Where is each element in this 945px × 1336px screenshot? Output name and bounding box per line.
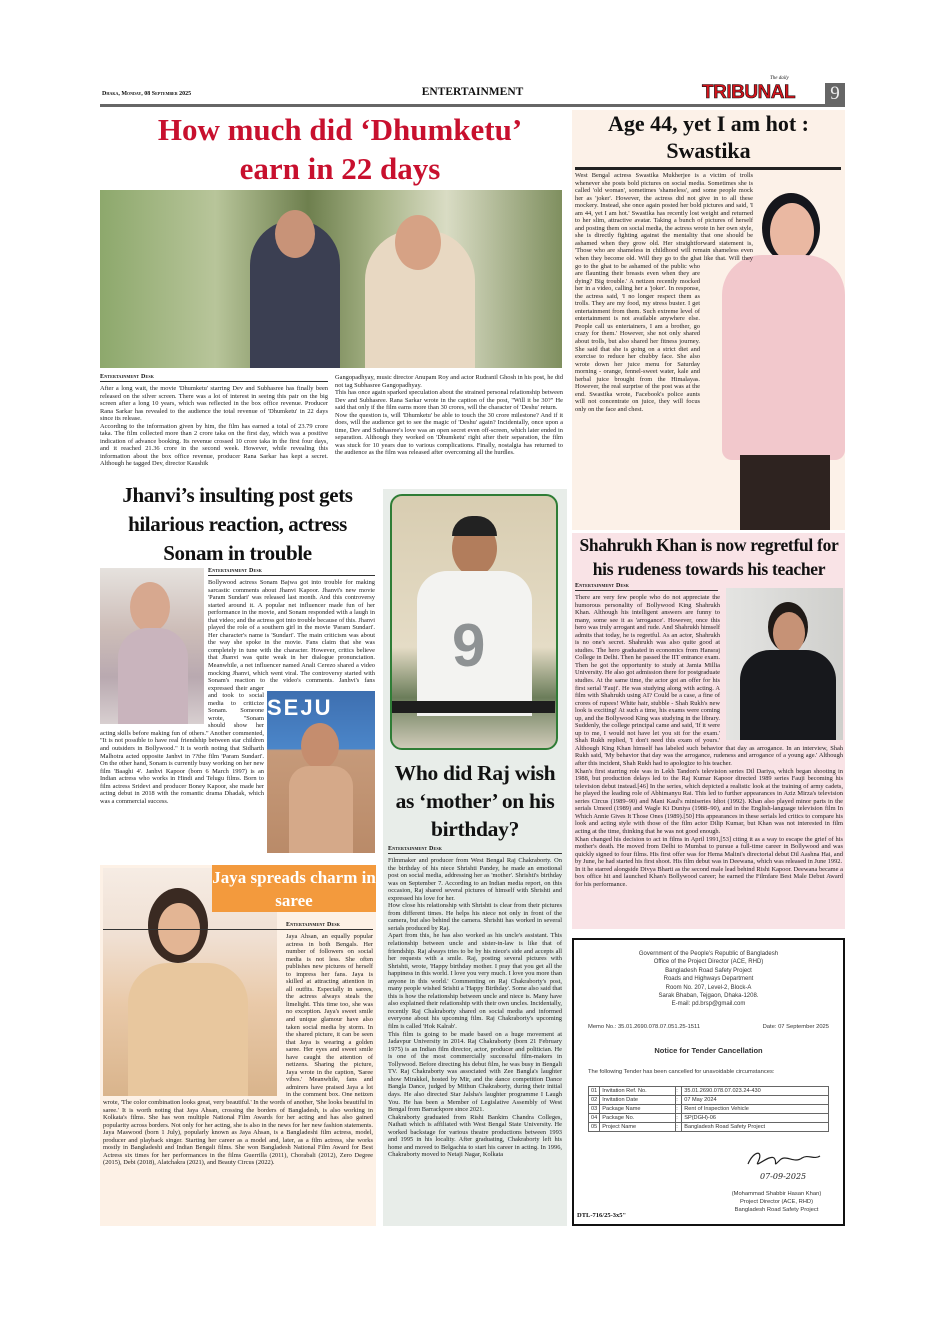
headline-dhumketu: How much did ‘Dhumketu’ earn in 22 days [157, 112, 523, 186]
header-rule [100, 104, 845, 107]
table-row: 03 Package Name : Rent of Inspection Vehicle [589, 1105, 829, 1114]
notice-title: Notice for Tender Cancellation [654, 1046, 763, 1055]
sonam-photo: SEJU [267, 691, 375, 853]
table-row: 02 Invitation Date : 07 May 2024 [589, 1096, 829, 1105]
logo-text: TRIBUNAL [702, 82, 796, 103]
headline-raj: Who did Raj wish as ‘mother’ on his birthday? [394, 761, 556, 841]
swastika-article [572, 110, 845, 530]
office-address: Government of the People's Republic of Bangladesh Office of the Project Director (ACE, RHD) Bangladesh Road Safety Project Roads and Highways Department Room No. 207, Level-2, Block-A Sarak Bhaban, Tejgaon, Dhaka-1208. E-mail: pd.brsp@gmail.com [638, 951, 779, 1008]
signature-date: 07-09-2025 [760, 1172, 807, 1181]
section-title: ENTERTAINMENT [421, 86, 524, 98]
tender-notice-ad [572, 938, 845, 1226]
table-row: 04 Package No. : SP(DGH)-06 [589, 1114, 829, 1123]
tender-details-table [588, 1086, 829, 1132]
signatory-block: (Mohammad Shabbir Hasan Khan) Project Director (ACE, RHD) Bangladesh Road Safety Project [731, 1191, 822, 1213]
article-body: There are very few people who do not appreciate the humorous personality of Bollywood King Shahrukh Khan. Although his intelligent answers are funny to many, some see it as 'arrogance'. However, once this hero was truly arrogant and rude. And Shahrukh himself admits that today, he is regretful. As an actor, Shahrukh is no one's secret. Shahrukh was also quite good at studies. The hero graduated in economics from Hansraj College in Delhi. Then he passed the IIT entrance exam. Then he got the opportunity to study at Jamia Millia University. He also got admission there for postgraduate studies. At the same time, the actor got an offer for his first serial 'Fauji'. He was studying along with acting. A film with Shahrukh using AI? Could be a case, a fine of crores of rupees! White hair, stubble - Shah Rukh's new look is exciting! At such a time, his exams were coming up, and the Bollywood King was studying in the library. Suddenly, the college principal came and said, 'If it were up to me, I would not have let you sit for the exam.' Shah Rukh replied, 'I don't need this exam of yours.' Although King Khan himself has labeled such behavior that day as arrogance. In an interview, Shah Rukh said, 'My behavior that day was the arrogance, rudeness and arrogance of a young age.' Although after this incident, Shah Rukh had to apologize to his teacher. Khan's first starring role was in Lekh Tandon's television series Dil Dariya, which began shooting in 1988, but production delays led to the Raj Kumar Kapoor directed 1989 series Fauji becoming his television debut instead.[46] In the series, which depicted a realistic look at the training of army cadets, he played the leading role of Abhimanyu Rai. This led to further appearances in Aziz Mirza's television series Circus (1989–90) and Mani Kaul's miniseries Idiot (1992). Khan also played minor parts in the serials Umeed (1989) and Wagle Ki Duniya (1988–90), and in the English-language television film In Which Annie Gives It Those Ones (1989).[50] His appearances in these serials led critics to compare his look and acting style with those of the film actor Dilip Kumar, but Khan was not interested in film acting at the time, thinking that he was not good enough. Khan changed his decision to act in films in April 1991,[53] citing it as a way to escape the grief of his mother's death. He moved from Delhi to Mumbai to pursue a full-time career in Bollywood and was quickly signed to four films. His first offer was for Hema Malini's directorial debut Dil Aashna Hai, and by June, he had started his first shoot. His film debut was in Deewana, which was released in June 1992. In it he starred alongside Divya Bharti as the second male lead behind Rishi Kapoor. Deewana became a box office hit and launched Khan's Bollywood career; he earned the Filmfare Best Male Debut Award for his performance. [575, 594, 843, 888]
desk-label: Entertainment Desk [388, 846, 562, 854]
article-body: After a long wait, the movie 'Dhumketu' starring Dev and Subhasree has finally been released on the silver screen. There was a lot of interest in seeing this pair on the big screen after a long 10 years, which was reflected in the box office revenue. Producer Rana Sarkar has revealed to the audience the total revenue of 'Dhumketu' in 22 days since its release. According to the information given by him, the film has earned a total of 23.79 crore taka. The film collected more than 2 crore taka on the first day, which was a positive indication of advance booking. Its revenue crossed 10 crore taka in the first four days, and it reached 21.36 crore in the second week. However, while revealing this information about the box office revenue, producer Rana Sarkar has kept a secret. Although he tagged Dev, director Kaushik [100, 385, 328, 468]
headline-jaya: Jaya spreads charm in saree [212, 865, 376, 912]
article-body: Gangopadhyay, music director Anupam Roy and actor Rudranil Ghosh in his post, he did not tag Subhasree Gangopadhyay. This has once again sparked speculation about the strained personal relationship between Dev and Subhasree. Rana Sarkar wrote in the caption of the post, "Will it be 30?" He said that only if the film earns more than 30 crores, will the character of 'Deshu' return. Now the question is, will 'Dhumketu' be able to touch the 30 crore milestone? And if it does, will the audience get to see the magic of 'Deshu' again? Incidentally, once upon a time, Dev and Subhasree's love was an open secret even off-screen, which later ended in separation. Although they worked on 'Dhumketu' right after their separation, the film was stuck for 10 years due to various complications. Finally, nostalgia has returned to the audience as the film was released after overcoming all the hurdles. [335, 374, 564, 457]
memo-number: Memo No.: 35.01.2690.078.07.051.25-1511 [588, 1024, 701, 1030]
article-body: Filmmaker and producer from West Bengal Raj Chakraborty. On the birthday of his niece Shrishti Pandey, he made an emotional post on social media, addressing her as 'mother'. Shrishti's birthday was on September 7. According to an Indian media report, on this occasion, Raj shared several pictures of himself with Shrishti and expressed his love for her. How close his relationship with Shrishti is clear from their pictures from different times. He helps his niece not only in front of the camera, but also behind the camera. Shrishti has worked in several serials produced by Raj. Apart from this, he has also worked as his uncle's assistant. This relationship between uncle and sister-in-law is like that of friendship. Raj always tries to be by his niece's side and accepts all her requests with a smile. Raj, posting several pictures with Shrishti, wrote, 'Happy birthday mother. I pray that you get all the happiness in this world. I love you very much. I love you more than anyone in this world.' Commenting on Raj Chakraborty's post, many people wished Srishti a 'Happy Birthday'. Some also said that this is how the relationship between uncle and niece is. Many have also explained their relationship with their own uncles. Incidentally, recently Raj Chakraborty shared on social media and informed everyone about his upcoming film. Raj Chakraborty's upcoming film is called 'Hok Kalrab'. This film is going to be made based on a huge movement at Jadavpur University in 2014. Raj Chakraborty (born 21 February 1975) is an Indian film director, actor, producer and politician. He is one of the most commercially successful film-makers in Tollywood. Before directing his debut film, he was busy in Bengali TV. Raj Chakraborty was associated with Zee Bangla's laughter show Mirakkel, hosted by Mir, and the dance competition Dance Bangla Dance, judged by Mithun Chakraborty, during their initial days. He also directed Star Jalsha's laughter programme I Laugh You. He has been a Member of Legislative Assembly of West Bengal from Barrackpore since 2021. Chakraborty graduated from Rishi Bankim Chandra Colleges, Naihati which is affiliated with West Bengal State University. He worked backstage for various theatre productions between 1993 and 1995 in his locality. After graduating, Chakraborty left his home and moved to Belgachia to start his career in acting. In 1996, Chakraborty moved to Netaji Nagar, Kolkata [388, 857, 562, 1159]
headline-swastika: Age 44, yet I am hot : Swastika [607, 111, 810, 163]
shahrukh-article [572, 533, 845, 929]
memo-date: Date: 07 September 2025 [762, 1024, 829, 1030]
raj-article [383, 489, 567, 1226]
desk-label: Entertainment Desk [575, 583, 718, 591]
signature-icon [744, 1148, 824, 1170]
shahrukh-photo [726, 588, 843, 740]
desk-label: Entertainment Desk [208, 568, 375, 576]
jhanvi-photo [100, 568, 204, 724]
logo-small-text: The daily [770, 76, 789, 81]
headline-shahrukh: Shahrukh Khan is now regretful for his rudeness towards his teacher [579, 535, 839, 579]
article-body: Jaya Ahsan, an equally popular actress in both Bengals. Her number of followers on social media is not less. She often publishes new pictures of herself to impress her fans. Jaya is skilled at attracting attention in all outfits. Especially in sarees, the actress always steals the limelight. This time too, she was no exception. Jaya's sweet smile and unique glamour have also taken social media by storm. In the shared picture, it can be seen that Jaya is wearing a golden saree. Her eyes and sweet smile have caught the attention of netizens. Sharing the picture, Jaya wrote in the caption, 'Saree vibes.' Meanwhile, fans and admirers have praised Jaya a lot in the comment box. One netizen wrote, 'The color combination looks great, very beautiful.' In the words of another, 'She looks beautiful in saree.' It is worth noting that Jaya Ahsan, crossing the borders of Bangladesh, is also working in Kolkata's films. She has won multiple National Film Awards for her acting and has also gained popularity across borders. Not only for her acting, she is also in the news for her new fashion statements. Jaya Maswood (born 1 July), popularly known as Jaya Ahsan, is a Bangladeshi film actress, model, producer and playback singer. Starting her career as a model and, later, as a film actress, she works mostly in Bangladeshi and Indian Bengali films. She won Bangladesh National Film Award for Best Actress six times for her performances in the films Guerrilla (2011), Chorabali (2012), Zero Degree (2015), Debi (2018), Alatchakra (2021), and Beauty Circus (2022). [103, 933, 373, 1167]
dhumketu-photo [100, 190, 562, 368]
notice-intro: The following Tender has been cancelled for unavoidable circumstances: [588, 1069, 775, 1075]
ad-code: DTL-716/25-3x5" [577, 1212, 627, 1219]
table-row: 05 Project Name : Bangladesh Road Safety Project [589, 1123, 829, 1132]
masthead-logo [700, 76, 824, 104]
raj-photo: 9 [390, 494, 558, 750]
headline-jhanvi: Jhanvi’s insulting post gets hilarious reaction, actress Sonam in trouble [122, 483, 353, 565]
page-number: 9 [825, 83, 845, 104]
article-body: West Bengal actress Swastika Mukherjee is a victim of trolls whenever she posts bold pictures on social media. Sometimes she is called 'old woman', sometimes 'shameless', and some people mock her as 'joker'. However, the actress did not give in to all these mockery. Instead, she once again posted her bold pictures and said, 'I am 44, yet I am hot.' Swastika has recently lost weight and returned to her slim, attractive avatar. Taking a bunch of pictures of herself and posting them on social media, the actress wrote in her own style, she is directly fighting against the mentality that one should be ashamed when they grow old. Her straightforward statement is, 'Those who are shameless in childhood will remain shameless even when they become old. Will they go to the ghat like that. Will they go to the ghat to be ashamed of the public who are flaunting their breasts even when they are dying? Big trouble.' A netizen recently mocked her in a video, calling her a 'joker'. In response, the actress said, 'I no longer respect them as trolls. They are my food, my stress buster. I get entertainment from them. Such extreme level of entertainment is not available anywhere else. People call us entertainers, I am a brother, go crazy for them.' However, she not only shared about trolls, but also shared her fitness journey. She said that she is going on a strict diet and exercise to reduce her chubby face. She also wrote down her juice menu for Saturday morning - orange, fennel-sweet water, kale and herbal juice brought from the Himalayas. However, the real surprise of the post was at the end. Swastika wrote, Facebook's police aunts will not concentrate on juice, they will focus only on the face and chest. [575, 172, 753, 413]
table-row: 01 Invitation Ref. No. : 35.01.2690.078.07.023.24-430 [589, 1087, 829, 1096]
desk-label: Entertainment Desk [103, 922, 373, 930]
desk-label: Entertainment Desk [100, 374, 328, 382]
article-body: Bollywood actress Sonam Bajwa got into trouble for making sarcastic comments about Jhanvi Kapoor. Jhanvi's new movie 'Param Sundari' was released last month. And this controversy started around it. A popular net influencer made fun of her performance in the movie, and Sonam responded with a laugh in that video; and the actress got into trouble because of this. Jhanvi played the role of a southern girl in the movie 'Param Sundari'. Her character's name is 'Sundari'. The main criticism was about the way she spoke in the movie. Fans claim that she was completely in tune with the character. However, critics believe that Jhanvi was quite weak in her dialogue pronunciation. Meanwhile, a net influencer named Anali Cerezo shared a video mocking Jhanvi, which went viral. The controversy started with Sonam's reaction to the video's comments. Janhvi's fans expressed their anger and took to social media to criticize Sonam. Someone wrote, "Sonam should show her acting skills before making fun of others." Another commented, "It is not possible to have real friendship between star children and outsiders in Bollywood." It is worth noting that Sidharth Malhotra acted opposite Janhvi in ??the film 'Param Sundari'. On the other hand, Sonam is currently busy working on her new film 'Baaghi 4'. Janhvi Kapoor (born 6 March 1997) is an Indian actress who works in Hindi and Telugu films. Born to film actress Sridevi and producer Boney Kapoor, she made her acting debut in 2018 with the romantic drama Dhadak, which was a commercial success. [100, 579, 375, 805]
jaya-article [100, 865, 376, 1226]
dateline: Dhaka, Monday, 08 September 2025 [102, 91, 192, 97]
